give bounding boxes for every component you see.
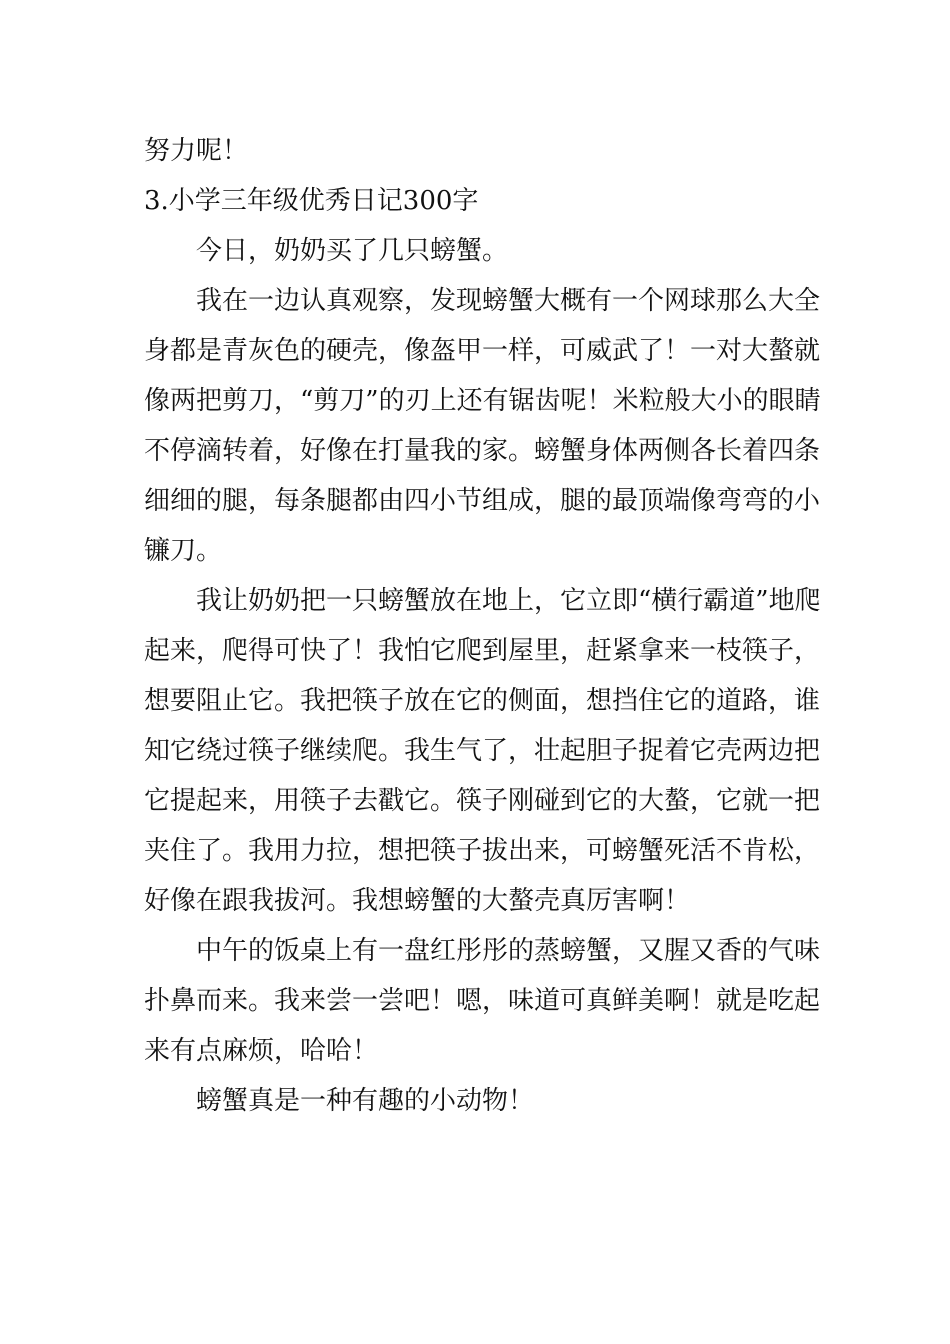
paragraph-conclusion: 螃蟹真是一种有趣的小动物！: [196, 1086, 535, 1116]
continuation-text: 努力呢！: [144, 136, 249, 166]
paragraph-chopsticks: 我让奶奶把一只螃蟹放在地上，它立即“横行霸道”地爬起来，爬得可快了！我怕它爬到屋里，赶紧拿来一枝筷子，想要阻止它。我把筷子放在它的侧面，想挡住它的道路，谁知它绕过筷子继续爬。我生气了，壮起胆子捉着它壳两边把它提起来，用筷子去戳它。筷子刚碰到它的大螯，它就一把夹住了。我用力拉，想把筷子拔出来，可螃蟹死活不肯松，好像在跟我拔河。我想螃蟹的大螯壳真厉害啊！: [144, 586, 821, 916]
paragraph-lunch: 中午的饭桌上有一盘红彤彤的蒸螃蟹，又腥又香的气味扑鼻而来。我来尝一尝吧！嗯，味道可真鲜美啊！就是吃起来有点麻烦，哈哈！: [144, 936, 821, 1066]
paragraph-intro: 今日，奶奶买了几只螃蟹。: [196, 236, 509, 266]
document-body: [144, 126, 824, 1126]
paragraph-observation: 我在一边认真观察，发现螃蟹大概有一个网球那么大全身都是青灰色的硬壳，像盔甲一样，可威武了！一对大螯就像两把剪刀，“剪刀”的刃上还有锯齿呢！米粒般大小的眼睛不停滴转着，好像在打量我的家。螃蟹身体两侧各长着四条细细的腿，每条腿都由四小节组成，腿的最顶端像弯弯的小镰刀。: [144, 286, 821, 566]
section-heading: 3.小学三年级优秀日记300字: [144, 186, 479, 216]
